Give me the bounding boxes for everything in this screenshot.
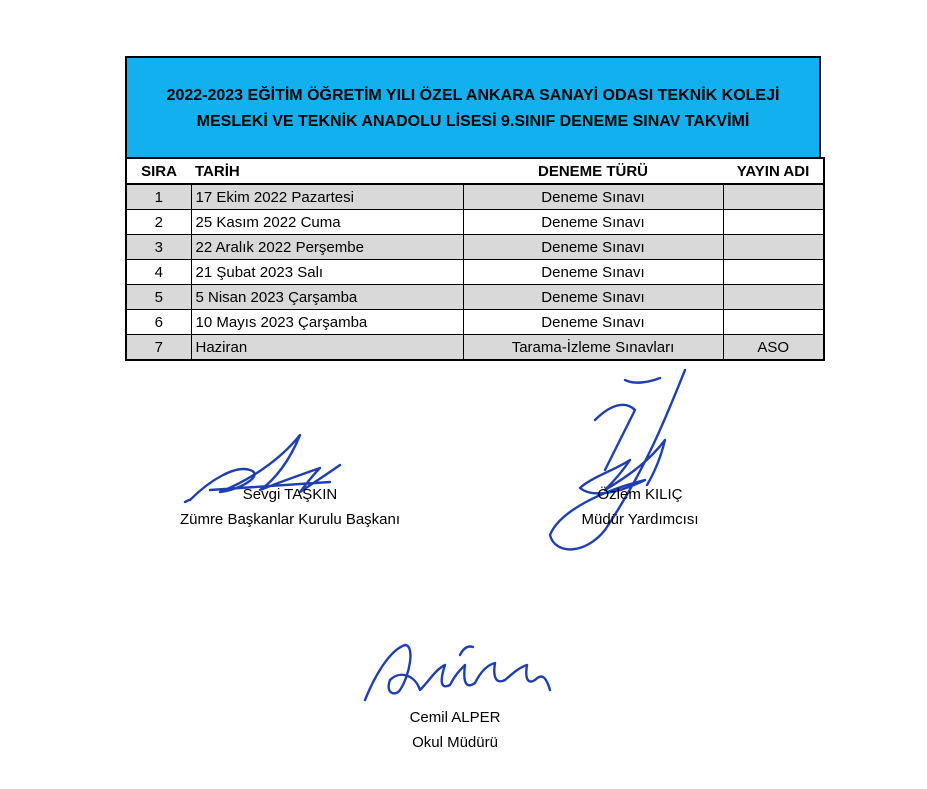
signatory-name-left: Sevgi TAŞKIN	[242, 486, 338, 503]
cell-sira: 4	[126, 260, 191, 285]
cell-yayin	[723, 235, 824, 260]
cell-tarih: 22 Aralık 2022 Perşembe	[191, 235, 463, 260]
table-row	[126, 184, 824, 210]
cell-tarih: Haziran	[191, 335, 463, 361]
cell-tur: Deneme Sınavı	[463, 310, 723, 335]
cell-tarih: 5 Nisan 2023 Çarşamba	[191, 285, 463, 310]
table-row	[126, 310, 824, 335]
cell-sira: 5	[126, 285, 191, 310]
exam-schedule-table	[125, 157, 825, 361]
cell-sira: 1	[126, 184, 191, 210]
cell-yayin	[723, 210, 824, 235]
cell-tarih: 17 Ekim 2022 Pazartesi	[191, 184, 463, 210]
cell-sira: 7	[126, 335, 191, 361]
header-sira: SIRA	[126, 158, 191, 184]
cell-sira: 6	[126, 310, 191, 335]
signature-scribble-bottom	[355, 635, 565, 715]
cell-tur: Deneme Sınavı	[463, 235, 723, 260]
title-banner	[125, 56, 821, 157]
cell-tur: Tarama-İzleme Sınavları	[463, 335, 723, 361]
table-row	[126, 210, 824, 235]
cell-sira: 3	[126, 235, 191, 260]
table-header-row	[126, 158, 824, 184]
table-row	[126, 285, 824, 310]
signature-scribble-right	[535, 360, 725, 565]
signatory-name-right: Özlem KILIÇ	[597, 486, 683, 503]
schedule-sheet	[125, 56, 821, 361]
cell-tur: Deneme Sınavı	[463, 285, 723, 310]
cell-tarih: 10 Mayıs 2023 Çarşamba	[191, 310, 463, 335]
header-deneme-turu: DENEME TÜRÜ	[463, 158, 723, 184]
cell-yayin	[723, 260, 824, 285]
table-row	[126, 235, 824, 260]
cell-yayin	[723, 184, 824, 210]
cell-sira: 2	[126, 210, 191, 235]
cell-yayin: ASO	[723, 335, 824, 361]
signatory-role-bottom: Okul Müdürü	[412, 734, 498, 751]
cell-tur: Deneme Sınavı	[463, 260, 723, 285]
title-line-1: 2022-2023 EĞİTİM ÖĞRETİM YILI ÖZEL ANKARA SANAYİ ODASI TEKNİK KOLEJİ	[166, 86, 780, 104]
header-tarih: TARİH	[191, 158, 463, 184]
cell-tarih: 25 Kasım 2022 Cuma	[191, 210, 463, 235]
title-line-2: MESLEKİ VE TEKNİK ANADOLU LİSESİ 9.SINIF DENEME SINAV TAKVİMİ	[196, 112, 750, 130]
cell-yayin	[723, 310, 824, 335]
cell-yayin	[723, 285, 824, 310]
table-row	[126, 260, 824, 285]
signature-block-right	[520, 482, 760, 532]
signatory-role-left: Zümre Başkanlar Kurulu Başkanı	[179, 511, 401, 528]
signatory-name-bottom: Cemil ALPER	[409, 709, 501, 726]
cell-tur: Deneme Sınavı	[463, 184, 723, 210]
signatory-role-right: Müdür Yardımcısı	[581, 511, 699, 528]
signature-block-bottom	[335, 705, 575, 755]
signature-block-left	[150, 482, 430, 532]
cell-tarih: 21 Şubat 2023 Salı	[191, 260, 463, 285]
cell-tur: Deneme Sınavı	[463, 210, 723, 235]
header-yayin-adi: YAYIN ADI	[723, 158, 824, 184]
table-row	[126, 335, 824, 361]
